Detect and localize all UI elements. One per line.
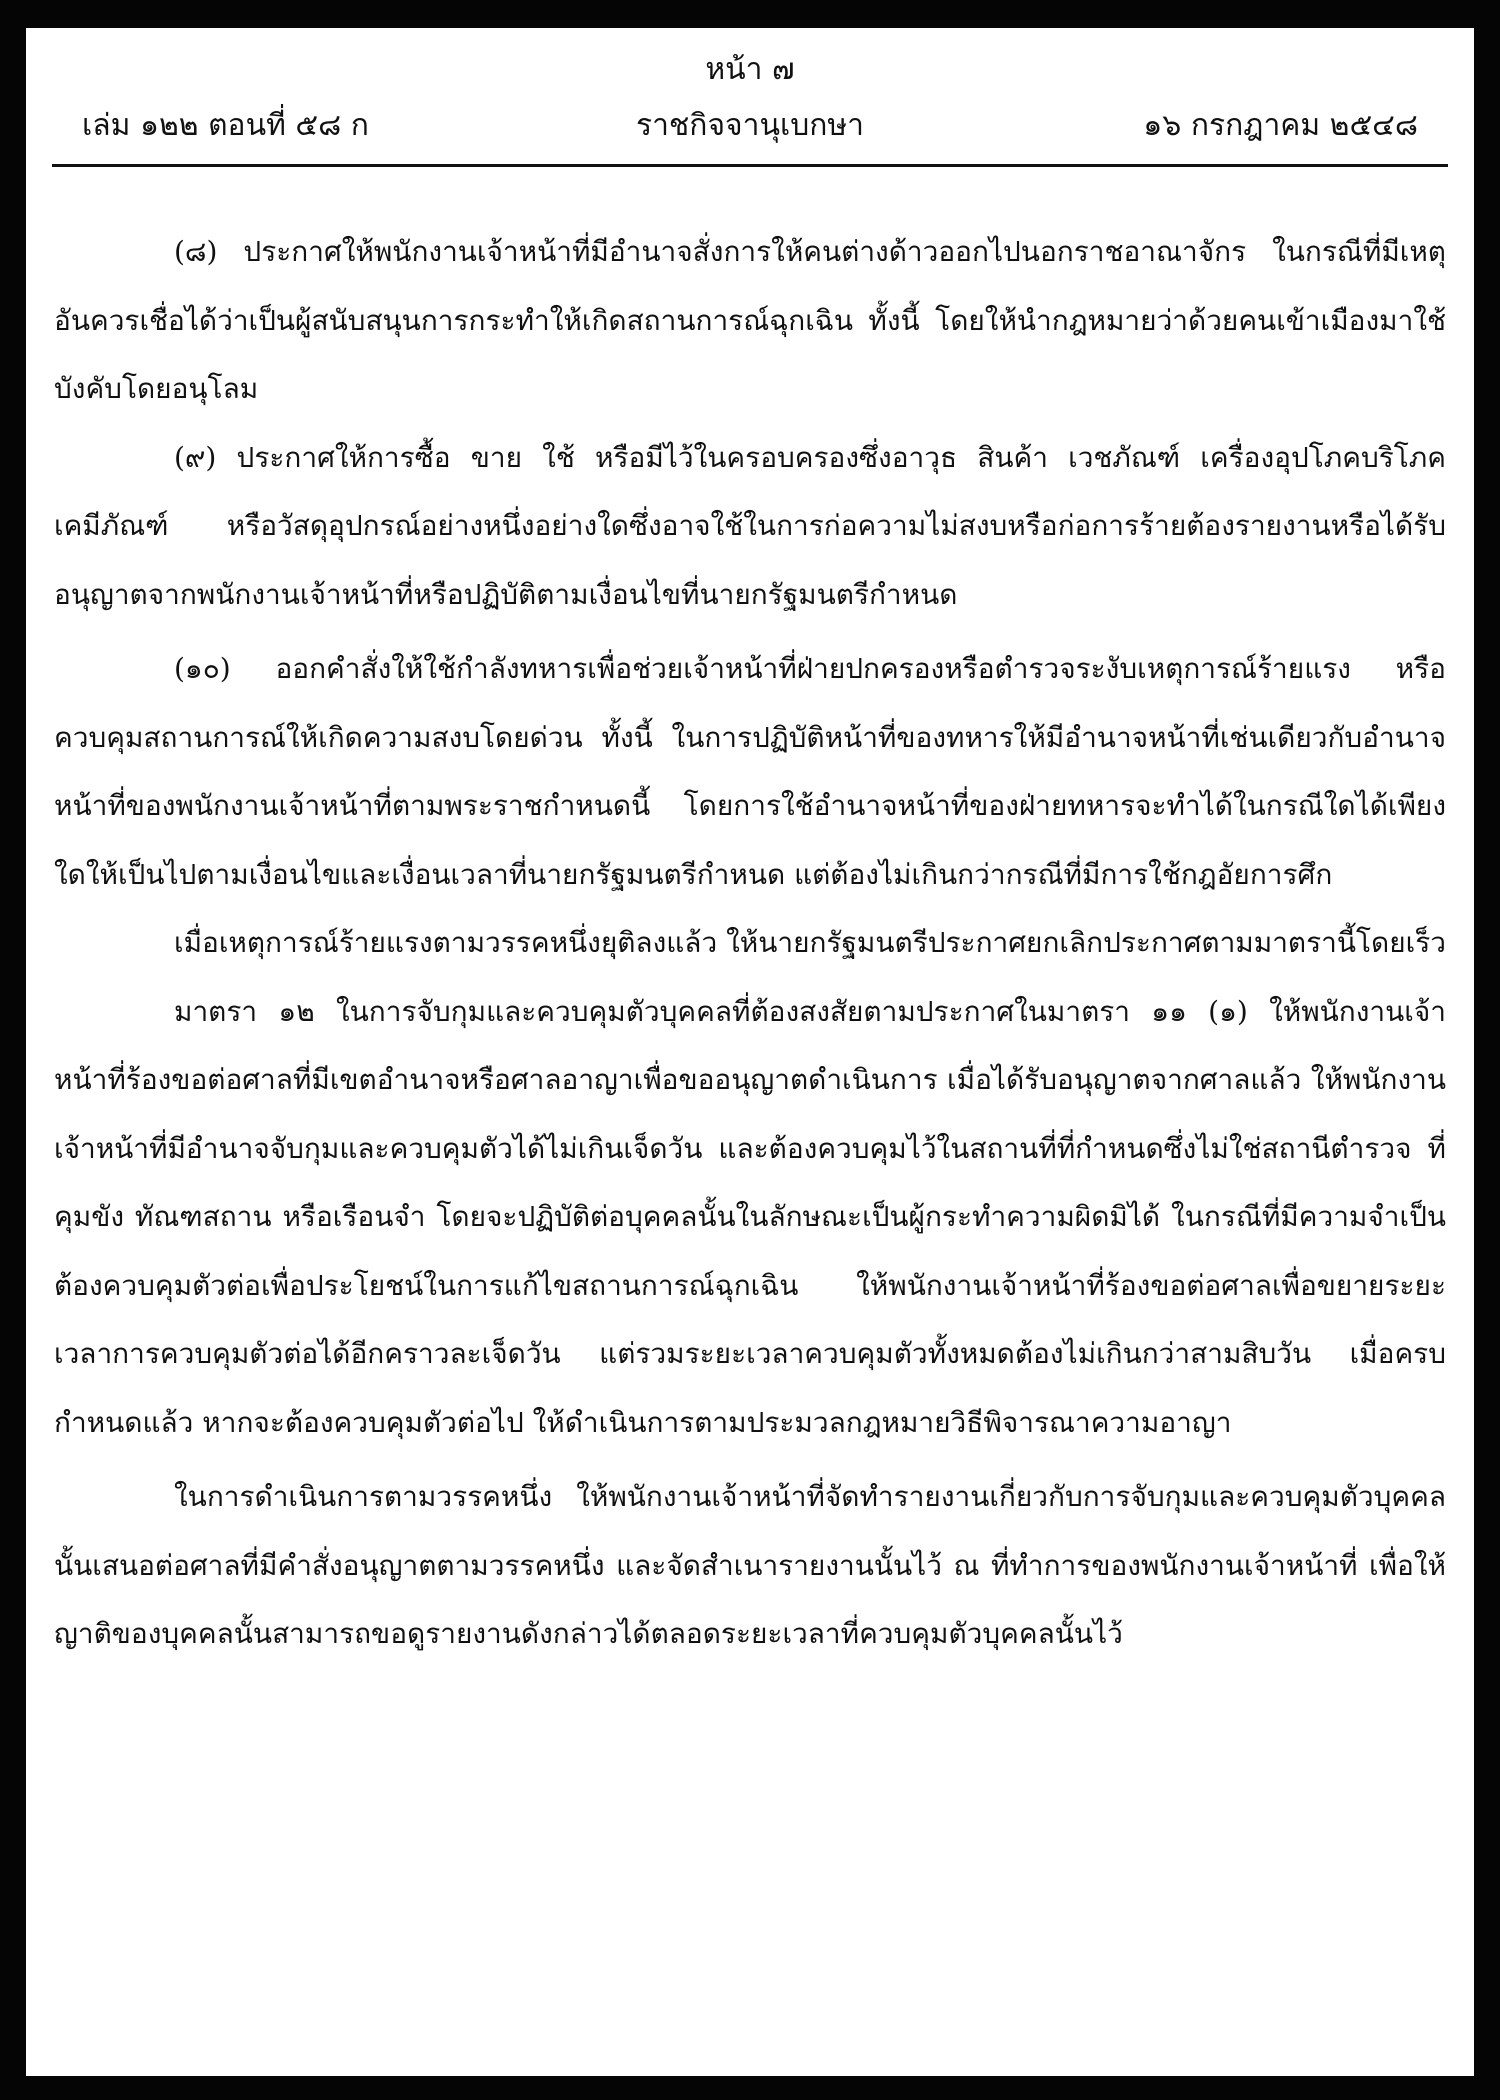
paragraph-clause-10: (๑๐) ออกคำสั่งให้ใช้กำลังทหารเพื่อช่วยเจ้าหน้าที่ฝ่ายปกครองหรือตำรวจระงับเหตุการณ์ร้ายแรง หรือควบคุมสถานการณ์ให้เกิดความสงบโดยด่วน ทั้งนี้ ในการปฏิบัติหน้าที่ของทหารให้มีอำนาจหน้าที่เช่นเดียวกับอำนาจหน้าที่ของพนักงานเจ้าหน้าที่ตามพระราชกำหนดนี้ โดยการใช้อำนาจหน้าที่ของฝ่ายทหารจะทำได้ในกรณีใดได้เพียงใดให้เป็นไปตามเงื่อนไขและเงื่อนเวลาที่นายกรัฐมนตรีกำหนด แต่ต้องไม่เกินกว่ากรณีที่มีการใช้กฎอัยการศึก xyxy=(54,652,1446,891)
publication-title: ราชกิจจานุเบกษา xyxy=(635,108,865,143)
document-body xyxy=(54,218,1446,1669)
publication-date: ๑๖ กรกฎาคม ๒๕๔๘ xyxy=(1143,108,1418,143)
paragraph-clause-8: (๘) ประกาศให้พนักงานเจ้าหน้าที่มีอำนาจสั่งการให้คนต่างด้าวออกไปนอกราชอาณาจักร ในกรณีที่มีเหตุอันควรเชื่อได้ว่าเป็นผู้สนับสนุนการกระทำให้เกิดสถานการณ์ฉุกเฉิน ทั้งนี้ โดยให้นำกฎหมายว่าด้วยคนเข้าเมืองมาใช้บังคับโดยอนุโลม xyxy=(54,235,1446,405)
page-number: หน้า ๗ xyxy=(705,52,795,87)
document-page xyxy=(26,28,1474,2076)
paragraph-clause-9: (๙) ประกาศให้การซื้อ ขาย ใช้ หรือมีไว้ในครอบครองซึ่งอาวุธ สินค้า เวชภัณฑ์ เครื่องอุปโภคบริโภค เคมีภัณฑ์ หรือวัสดุอุปกรณ์อย่างหนึ่งอย่างใดซึ่งอาจใช้ในการก่อความไม่สงบหรือก่อการร้ายต้องรายงานหรือได้รับอนุญาตจากพนักงานเจ้าหน้าที่หรือปฏิบัติตามเงื่อนไขที่นายกรัฐมนตรีกำหนด xyxy=(54,440,1446,611)
paragraph-report: ในการดำเนินการตามวรรคหนึ่ง ให้พนักงานเจ้าหน้าที่จัดทำรายงานเกี่ยวกับการจับกุมและควบคุมตัวบุคคลนั้นเสนอต่อศาลที่มีคำสั่งอนุญาตตามวรรคหนึ่ง และจัดสำเนารายงานนั้นไว้ ณ ที่ทำการของพนักงานเจ้าหน้าที่ เพื่อให้ญาติของบุคคลนั้นสามารถขอดูรายงานดังกล่าวได้ตลอดระยะเวลาที่ควบคุมตัวบุคคลนั้นไว้ xyxy=(54,1480,1446,1650)
volume-issue: เล่ม ๑๒๒ ตอนที่ ๕๘ ก xyxy=(82,108,369,143)
gazette-header xyxy=(54,28,1446,168)
paragraph-revocation: เมื่อเหตุการณ์ร้ายแรงตามวรรคหนึ่งยุติลงแล้ว ให้นายกรัฐมนตรีประกาศยกเลิกประกาศตามมาตรานี้โดยเร็ว xyxy=(174,926,1446,959)
paragraph-section-12: มาตรา ๑๒ ในการจับกุมและควบคุมตัวบุคคลที่ต้องสงสัยตามประกาศในมาตรา ๑๑ (๑) ให้พนักงานเจ้าหน้าที่ร้องขอต่อศาลที่มีเขตอำนาจหรือศาลอาญาเพื่อขออนุญาตดำเนินการ เมื่อได้รับอนุญาตจากศาลแล้ว ให้พนักงานเจ้าหน้าที่มีอำนาจจับกุมและควบคุมตัวได้ไม่เกินเจ็ดวัน และต้องควบคุมไว้ในสถานที่ที่กำหนดซึ่งไม่ใช่สถานีตำรวจ ที่คุมขัง ทัณฑสถาน หรือเรือนจำ โดยจะปฏิบัติต่อบุคคลนั้นในลักษณะเป็นผู้กระทำความผิดมิได้ ในกรณีที่มีความจำเป็นต้องควบคุมตัวต่อเพื่อประโยชน์ในการแก้ไขสถานการณ์ฉุกเฉิน ให้พนักงานเจ้าหน้าที่ร้องขอต่อศาลเพื่อขยายระยะเวลาการควบคุมตัวต่อได้อีกคราวละเจ็ดวัน แต่รวมระยะเวลาควบคุมตัวทั้งหมดต้องไม่เกินกว่าสามสิบวัน เมื่อครบกำหนดแล้ว หากจะต้องควบคุมตัวต่อไป ให้ดำเนินการตามประมวลกฎหมายวิธีพิจารณาความอาญา xyxy=(54,994,1446,1439)
header-divider xyxy=(52,164,1448,167)
